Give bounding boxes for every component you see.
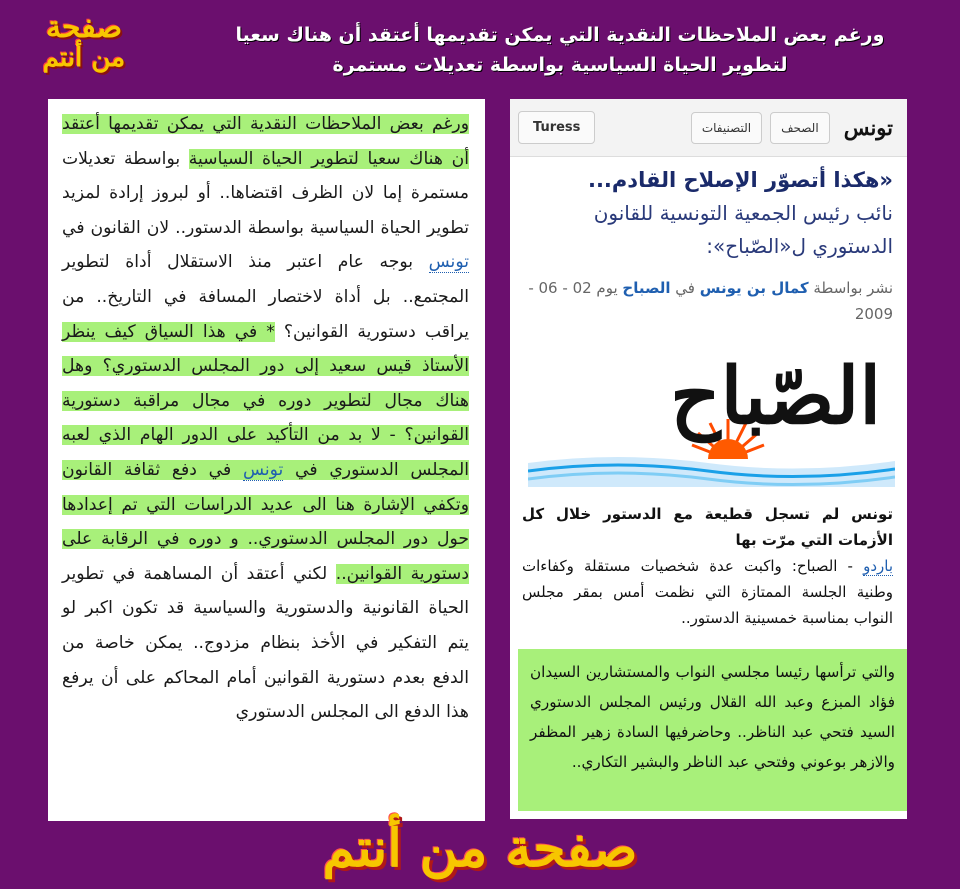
brand-logo-top (14, 12, 154, 72)
highlight-text: * في هذا السياق كيف ينظر الأستاذ قيس سعيد إلى دور المجلس الدستوري؟ وهل هناك مجال لتطوير دوره في مجال مراقبة دستورية القوانين؟ - لا بد من التأكيد على الدور الهام الذي لعبه المجلس الدستوري في (62, 321, 469, 480)
meta-prefix: نشر بواسطة (808, 279, 893, 297)
highlight-quote: ورغم بعض الملاحظات النقدية التي يمكن تقديمها أعتقد أن هناك سعيا لتطوير الحياة السياسية (62, 114, 469, 169)
site-nav (510, 99, 907, 157)
article-title: «هكذا أتصوّر الإصلاح القادم... (587, 168, 893, 192)
right-article-screenshot (510, 99, 907, 819)
top-caption (170, 20, 950, 80)
site-name[interactable]: تونس (843, 115, 893, 140)
meta-author-link[interactable]: كمال بن يونس (699, 279, 809, 297)
newspaper-logo-text: الصّباح (670, 351, 881, 442)
body-text: - الصباح: واكبت عدة شخصيات مستقلة وكفاءات وطنية الجلسة الممتازة التي نظمت أمس بمقر مجلس النواب بمناسبة خمسينية الدستور.. (522, 557, 893, 627)
tab-turess[interactable]: Turess (518, 111, 595, 144)
paragraph-text: بواسطة تعديلات مستمرة إما لان الظرف اقتضاها.. أو لبروز إرادة لمزيد تطوير الحياة السياسية بواسطة الدستور.. لان القانون في (62, 148, 469, 238)
brand-logo-bottom: صفحة من أنتم (322, 818, 638, 879)
article-subtitle: نائب رئيس الجمعية التونسية للقانون الدستوري ل«الصّباح»: (593, 201, 893, 258)
highlight-attendees: والتي ترأسها رئيسا مجلسي النواب والمستشارين السيدان فؤاد المبزع وعبد الله القلال ورئيس المجلس الدستوري السيد فتحي عبد الناظر.. وحاضرفيها السادة زهير المظفر والازهر بوعوني وفتحي عبد الناظر والبشير التكاري.. (518, 649, 907, 811)
link-bardo[interactable]: باردو (863, 557, 893, 575)
article-lead: تونس لم تسجل قطيعة مع الدستور خلال كل الأزمات التي مرّت بها (522, 505, 893, 549)
newspaper-logo (528, 347, 895, 487)
article-meta (510, 263, 907, 327)
paragraph-text: بوجه عام اعتبر منذ الاستقلال أداة لتطوير المجتمع.. بل أداة لاختصار المسافة في التاريخ.. من يراقب دستورية القوانين؟ (62, 252, 469, 342)
meta-paper-link[interactable]: الصباح (622, 279, 671, 297)
tab-newspapers[interactable]: الصحف (770, 112, 830, 144)
highlight-question (62, 322, 469, 584)
caption-line1: ورغم بعض الملاحظات النقدية التي يمكن تقديمها أعتقد أن هناك سعيا (235, 24, 885, 46)
meta-date: يوم 02 - 06 - 2009 (528, 279, 893, 323)
brand-logo-line1: صفحة (45, 10, 123, 45)
left-article-screenshot (48, 99, 485, 821)
article-body (510, 487, 907, 631)
link-tunisia[interactable]: تونس (428, 252, 469, 273)
meta-in: في (670, 279, 700, 297)
left-article-text (48, 99, 485, 730)
caption-line2: لتطوير الحياة السياسية بواسطة تعديلات مستمرة (332, 54, 788, 76)
brand-logo-line2: من أنتم (42, 43, 126, 73)
highlight-text: في دفع ثقافة القانون وتكفي الإشارة هنا الى عديد الدراسات التي تم إعدادها حول دور المجلس الدستوري.. و دوره في الرقابة على دستورية القوانين.. (62, 459, 469, 584)
link-tunisia-2[interactable]: تونس (242, 459, 284, 480)
paragraph-text: لكني أعتقد أن المساهمة في تطوير الحياة القانونية والدستورية والسياسية قد تكون اكبر لو يتم التفكير في الأخذ بنظام مزدوج.. يمكن خاصة من الدفع بعدم دستورية القوانين أمام المحاكم على أن يرفع هذا الدفع الى المجلس الدستوري (62, 563, 469, 723)
tab-categories[interactable]: التصنيفات (691, 112, 762, 144)
